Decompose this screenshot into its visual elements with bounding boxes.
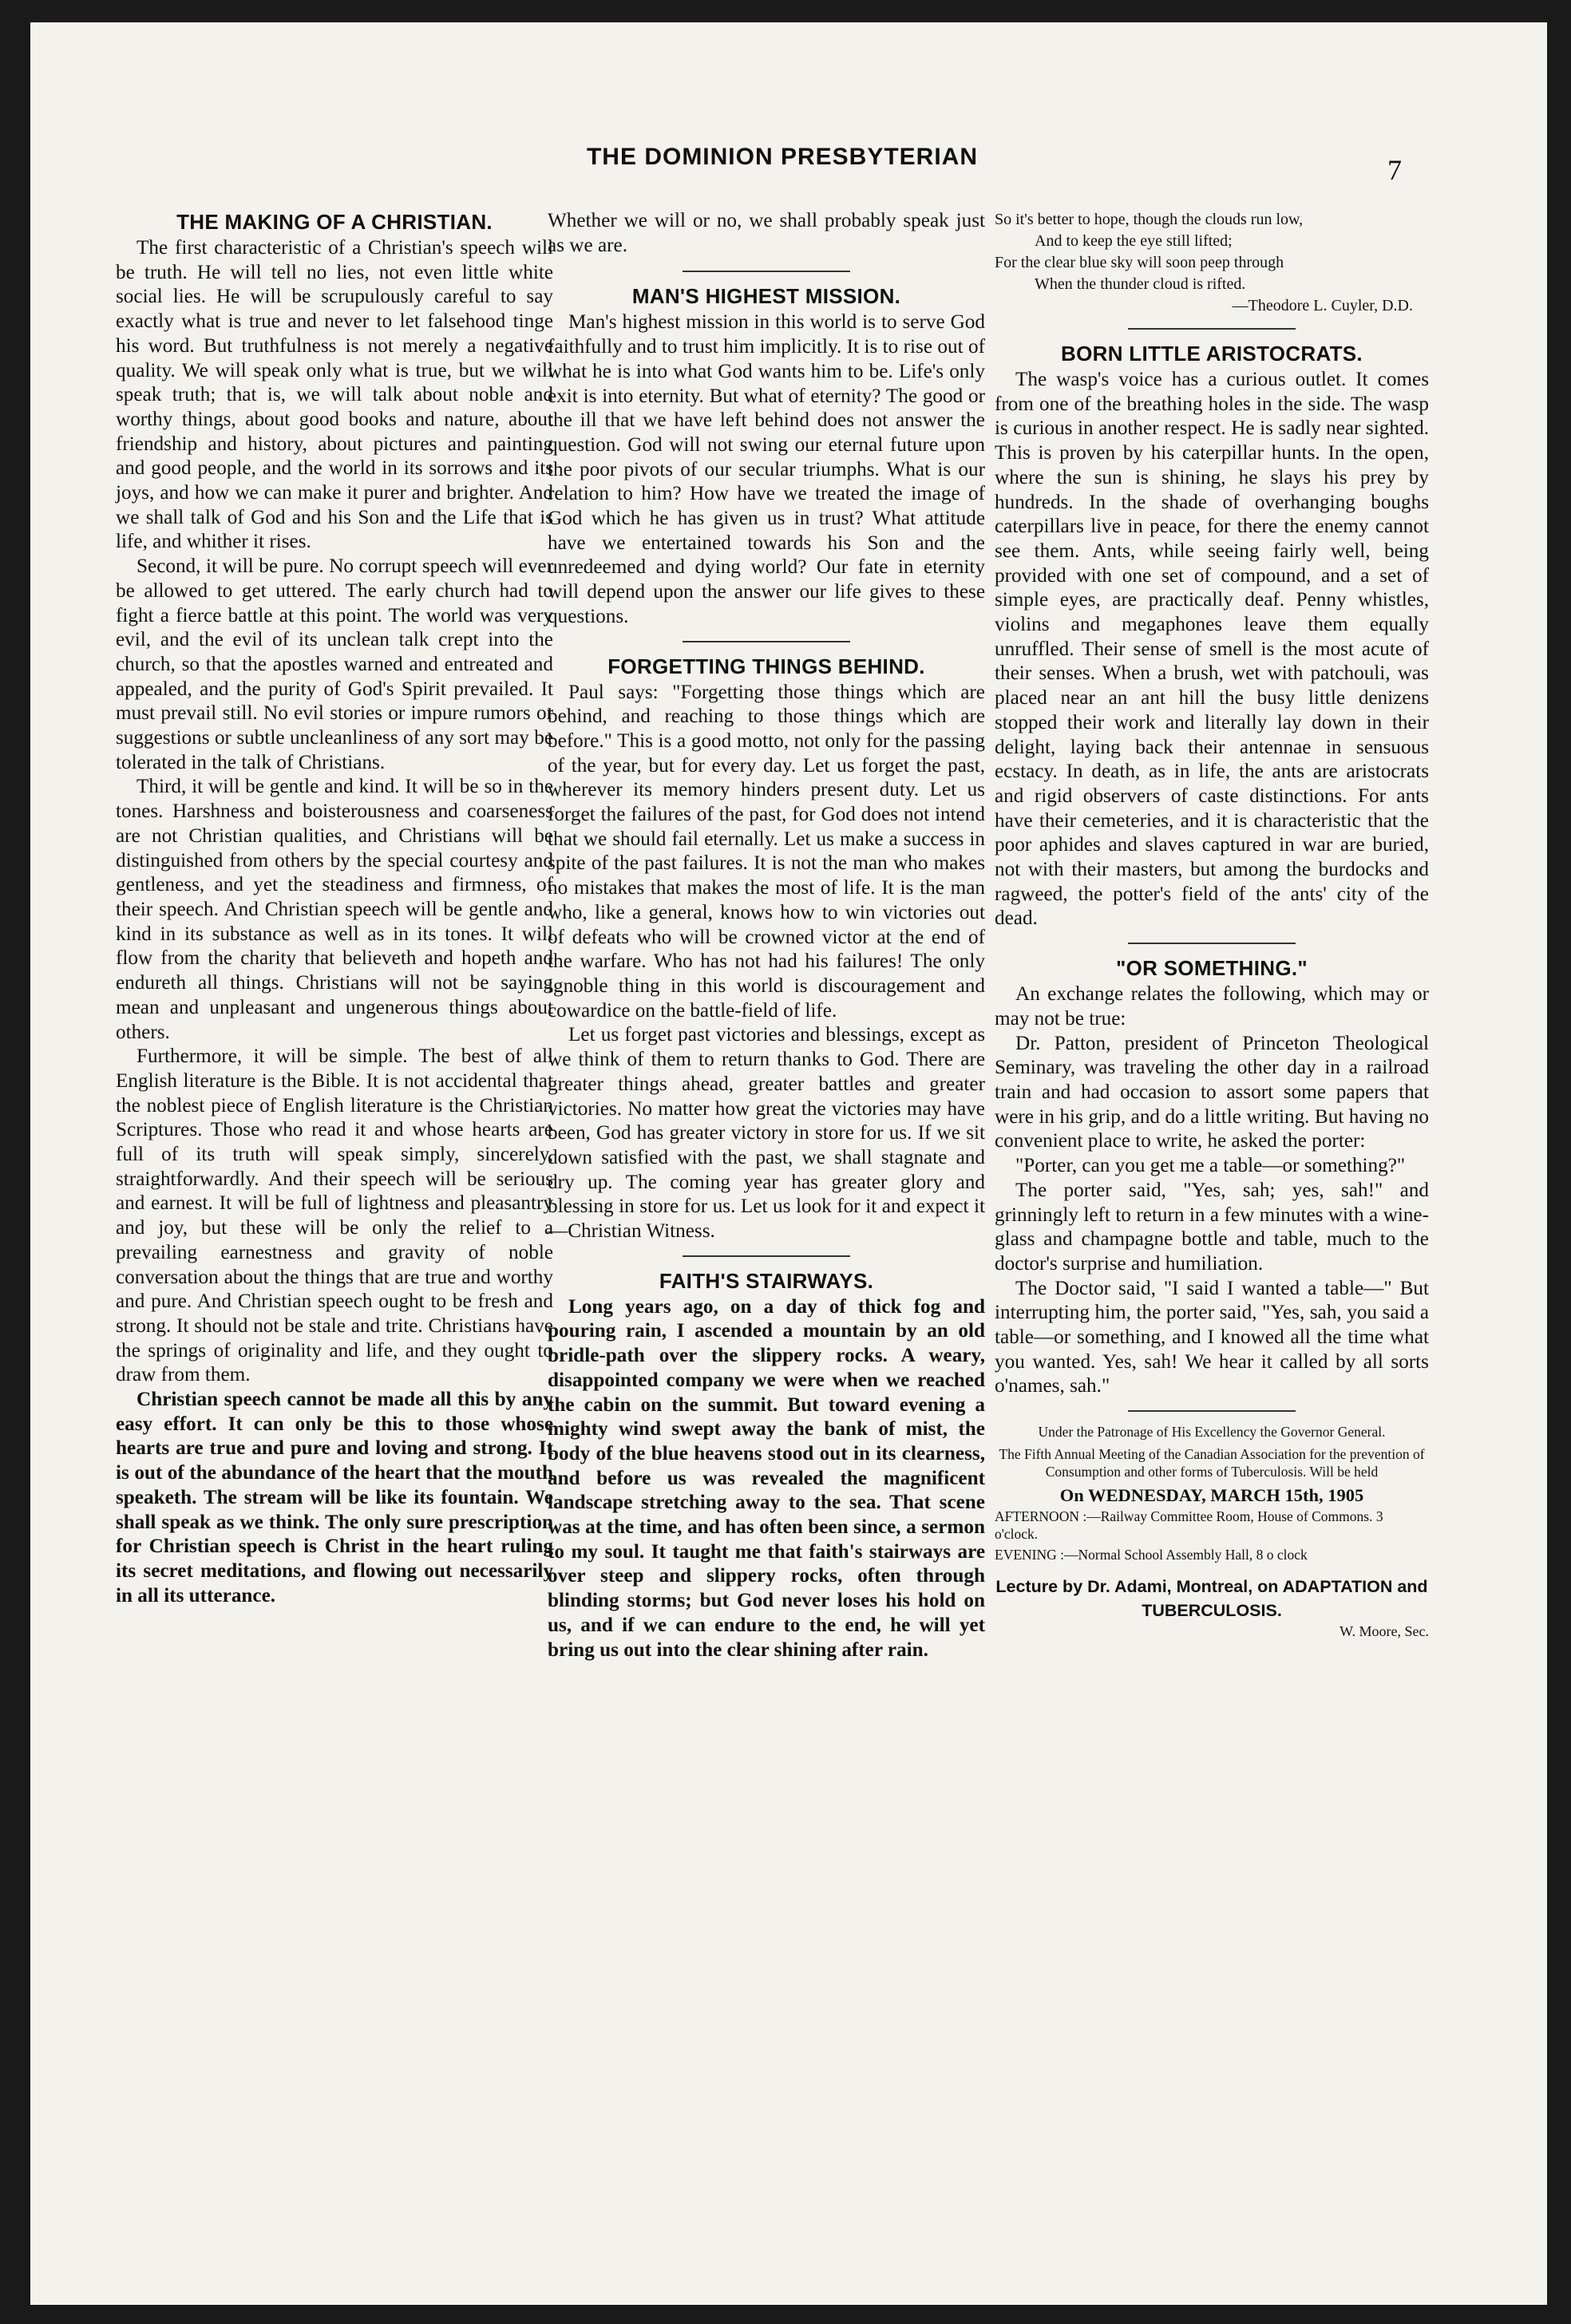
article-paragraph: The wasp's voice has a curious outlet. It comes from one of the breathing holes in the side. The wasp is curious in another respect. He is sadly near sighted. This is proven by his caterpillar hunts. In the open, where the sun is shining, he slays his prey by hundreds. In the shade of overhanging boughs caterpillars live in peace, for there the enemy cannot see them. Ants, while seeing fairly well, being provided with one set of compound, and a set of simple eyes, are practically deaf. Penny whistles, violins and megaphones leave them equally unruffled. Their sense of smell is the most acute of their senses. When a brush, wet with patchouli, was placed near an ant hill the busy little denizens stopped their work and literally lay down in their delight, laying back their antennae in sensuous ecstacy. In death, as in life, the ants are aristocrats and rigid observers of caste distinctions. For ants have their cemeteries, and it is characteristic that the poor aphides and slaves captured in war are buried, not with their masters, but among the burdocks and ragweed, the potter's field of the ants' city of the dead.	[995, 369, 1429, 930]
article-paragraph: The porter said, "Yes, sah; yes, sah!" and grinningly left to return in a few minutes with a wine-glass and champagne bottle and table, much to the doctor's surprise and humiliation.	[995, 1179, 1429, 1275]
article-paragraph: An exchange relates the following, which may or may not be true:	[995, 983, 1429, 1030]
poem-line: When the thunder cloud is rifted.	[1035, 275, 1246, 293]
article-paragraph: Paul says: "Forgetting those things which are behind, and reaching to those things which are before." This is a good motto, not only for the passing of the year, but for every day. Let us forget the past, wherever its memory hinders present duty. Let us forget the failures of the past, for God does not intend that we should fail eternally. Let us make a success in spite of the past failures. It is not the man who makes no mistakes that makes the most of life. It is the man who, like a general, knows how to win victories out of defeats who will be crowned victor at the end of the warfare. Who has not had his failures! The only ignoble thing in this world is discouragement and cowardice on the battle-field of life.	[548, 681, 985, 1022]
notice-date: On WEDNESDAY, MARCH 15th, 1905	[1059, 1485, 1364, 1506]
heading-mans-highest-mission: MAN'S HIGHEST MISSION.	[631, 284, 901, 309]
heading-forgetting-things-behind: FORGETTING THINGS BEHIND.	[607, 654, 925, 678]
article-paragraph: The Doctor said, "I said I wanted a table—" But interrupting him, the porter said, "Yes, sah, you said a table—or something, and I knowed all the time what you wanted. Yes, sah! We hear it called by all sorts o'names, sah."	[995, 1277, 1429, 1397]
notice-meeting: The Fifth Annual Meeting of the Canadian Association for the prevention of Consumption and other forms of Tuberculosis. Will be held	[999, 1446, 1425, 1480]
divider	[1128, 943, 1296, 944]
divider	[1128, 1410, 1296, 1412]
article-paragraph: Third, it will be gentle and kind. It will be so in the tones. Harshness and boisterousness and coarseness are not Christian qualities, and Christians will be distinguished from others by the special courtesy and gentleness, and yet the steadiness and firmness, of their speech. And Christian speech will be gentle and kind in its substance as well as in its tones. It will flow from the charity that believeth and hopeth and endureth all things. Christians will not be saying mean and unpleasant and ungenerous things about others.	[116, 776, 553, 1043]
article-paragraph: Furthermore, it will be simple. The best of all English literature is the Bible. It is not accidental that the noblest piece of English literature is the Christian Scriptures. Those who read it and whose hearts are full of its truth will speak simply, sincerely, straightforwardly. And their speech will be serious and earnest. It will be full of lightness and pleasantry and joy, but these will be only the relief to a prevailing earnestness and gravity of noble conversation about the things that are true and worthy and pure. And Christian speech ought to be fresh and strong. It should not be stale and trite. Christians have the springs of originality and life, and they ought to draw from them.	[116, 1045, 553, 1386]
poem-line: And to keep the eye still lifted;	[1035, 232, 1233, 250]
divider	[1128, 328, 1296, 330]
divider	[683, 1255, 850, 1257]
article-paragraph: Dr. Patton, president of Princeton Theological Seminary, was traveling the other day in a railroad train and had occasion to assort some papers that were in his grip, and do a little writing. But having no convenient place to write, he asked the porter:	[995, 1032, 1429, 1152]
column-3	[995, 209, 1429, 1640]
heading-faiths-stairways: FAITH'S STAIRWAYS.	[659, 1268, 874, 1293]
poem-line: For the clear blue sky will soon peep through	[995, 254, 1284, 271]
notice-patronage: Under the Patronage of His Excellency the Governor General.	[1038, 1424, 1386, 1441]
page-header-title: THE DOMINION PRESBYTERIAN	[586, 144, 979, 170]
article-paragraph: Let us forget past victories and blessings, except as we think of them to return thanks to God. There are greater things ahead, greater battles and greater victories. No matter how great the victories may have been, God has greater victory in store for us. If we sit down satisfied with the past, we shall stagnate and dry up. The coming year has greater glory and blessing in store for us. Let us look for it and expect it —Christian Witness.	[548, 1024, 985, 1243]
divider	[683, 271, 850, 272]
article-paragraph: Long years ago, on a day of thick fog and pouring rain, I ascended a mountain by an old bridle-path over the slippery rocks. A weary, disappointed company we were when we reached the cabin on the summit. But toward evening a mighty wind swept away the bank of mist, the body of the blue heavens stood out in its clearness, and before us was revealed the magnificent landscape stretching away to the sea. That scene was at the time, and has often been since, a sermon to my soul. It taught me that faith's stairways are over steep and slippery rocks, often through blinding storms; but God never loses his hold on us, and if we can endure to the end, he will yet bring us out into the clear shining after rain.	[548, 1295, 985, 1661]
column-2	[548, 209, 985, 1662]
notice-secretary: W. Moore, Sec.	[1340, 1623, 1429, 1640]
article-paragraph: "Porter, can you get me a table—or something?"	[1015, 1155, 1406, 1177]
article-paragraph: The first characteristic of a Christian's speech will be truth. He will tell no lies, not even little white social lies. He will be scrupulously careful to say exactly what is true and never to let falsehood tinge his word. But truthfulness is not merely a negative quality. We will speak only what is true, but we will speak truth; that is, we will talk about noble and worthy things, about good books and nature, about friendship and history, about pictures and painting and good people, and the world in its sorrows and its joys, and how we can make it purer and brighter. And we shall talk of God and his Son and the Life that is life, and whither it rises.	[116, 237, 553, 553]
poem-stanza	[995, 209, 1429, 317]
column-1	[116, 209, 553, 1608]
page-number: 7	[1387, 154, 1402, 186]
poem-line: So it's better to hope, though the clouds run low,	[995, 211, 1304, 228]
article-paragraph: Man's highest mission in this world is to serve God faithfully and to trust him implicitly. It is to rise out of what he is into what God wants him to be. Life's only exit is into eternity. But what of eternity? The good or the ill that we have left behind does not answer the question. God will not swing our eternal future upon the poor pivots of our secular triumphs. What is our relation to him? How have we treated the image of God which he has given us in trust? What attitude have we entertained towards his Son and the unredeemed and dying world? Our fate in eternity will depend upon the answer our life gives to these questions.	[548, 311, 985, 627]
notice-lecture: Lecture by Dr. Adami, Montreal, on ADAPTATION and TUBERCULOSIS.	[995, 1577, 1428, 1621]
heading-born-little-aristocrats: BORN LITTLE ARISTOCRATS.	[1061, 342, 1363, 366]
divider	[683, 641, 850, 642]
article-paragraph: Whether we will or no, we shall probably speak just as we are.	[548, 210, 985, 256]
notice-afternoon: AFTERNOON :—Railway Committee Room, House of Commons. 3 o'clock.	[995, 1508, 1383, 1543]
heading-or-something: "OR SOMETHING."	[1115, 956, 1308, 981]
article-paragraph: Christian speech cannot be made all this by any easy effort. It can only be this to those whose hearts are true and pure and loving and strong. It is out of the abundance of the heart that the mouth speaketh. The stream will be like its fountain. We shall speak as we think. The only sure prescription for Christian speech is Christ in the heart ruling its secret meditations, and flowing out necessarily in all its utterance.	[116, 1389, 553, 1607]
heading-making-of-a-christian: THE MAKING OF A CHRISTIAN.	[176, 210, 493, 234]
article-paragraph: Second, it will be pure. No corrupt speech will ever be allowed to get uttered. The early church had to fight a fierce battle at this point. The world was very evil, and the evil of its unclean talk crept into the church, so that the apostles warned and entreated and appealed, and the purity of God's Spirit prevailed. It must prevail still. No evil stories or impure rumors or suggestions or subtle uncleanliness of any sort may be tolerated in the talk of Christians.	[116, 555, 553, 773]
poem-author: —Theodore L. Cuyler, D.D.	[1232, 297, 1413, 314]
notice-evening: EVENING :—Normal School Assembly Hall, 8 o clock	[995, 1547, 1308, 1563]
meeting-notice	[995, 1423, 1429, 1640]
